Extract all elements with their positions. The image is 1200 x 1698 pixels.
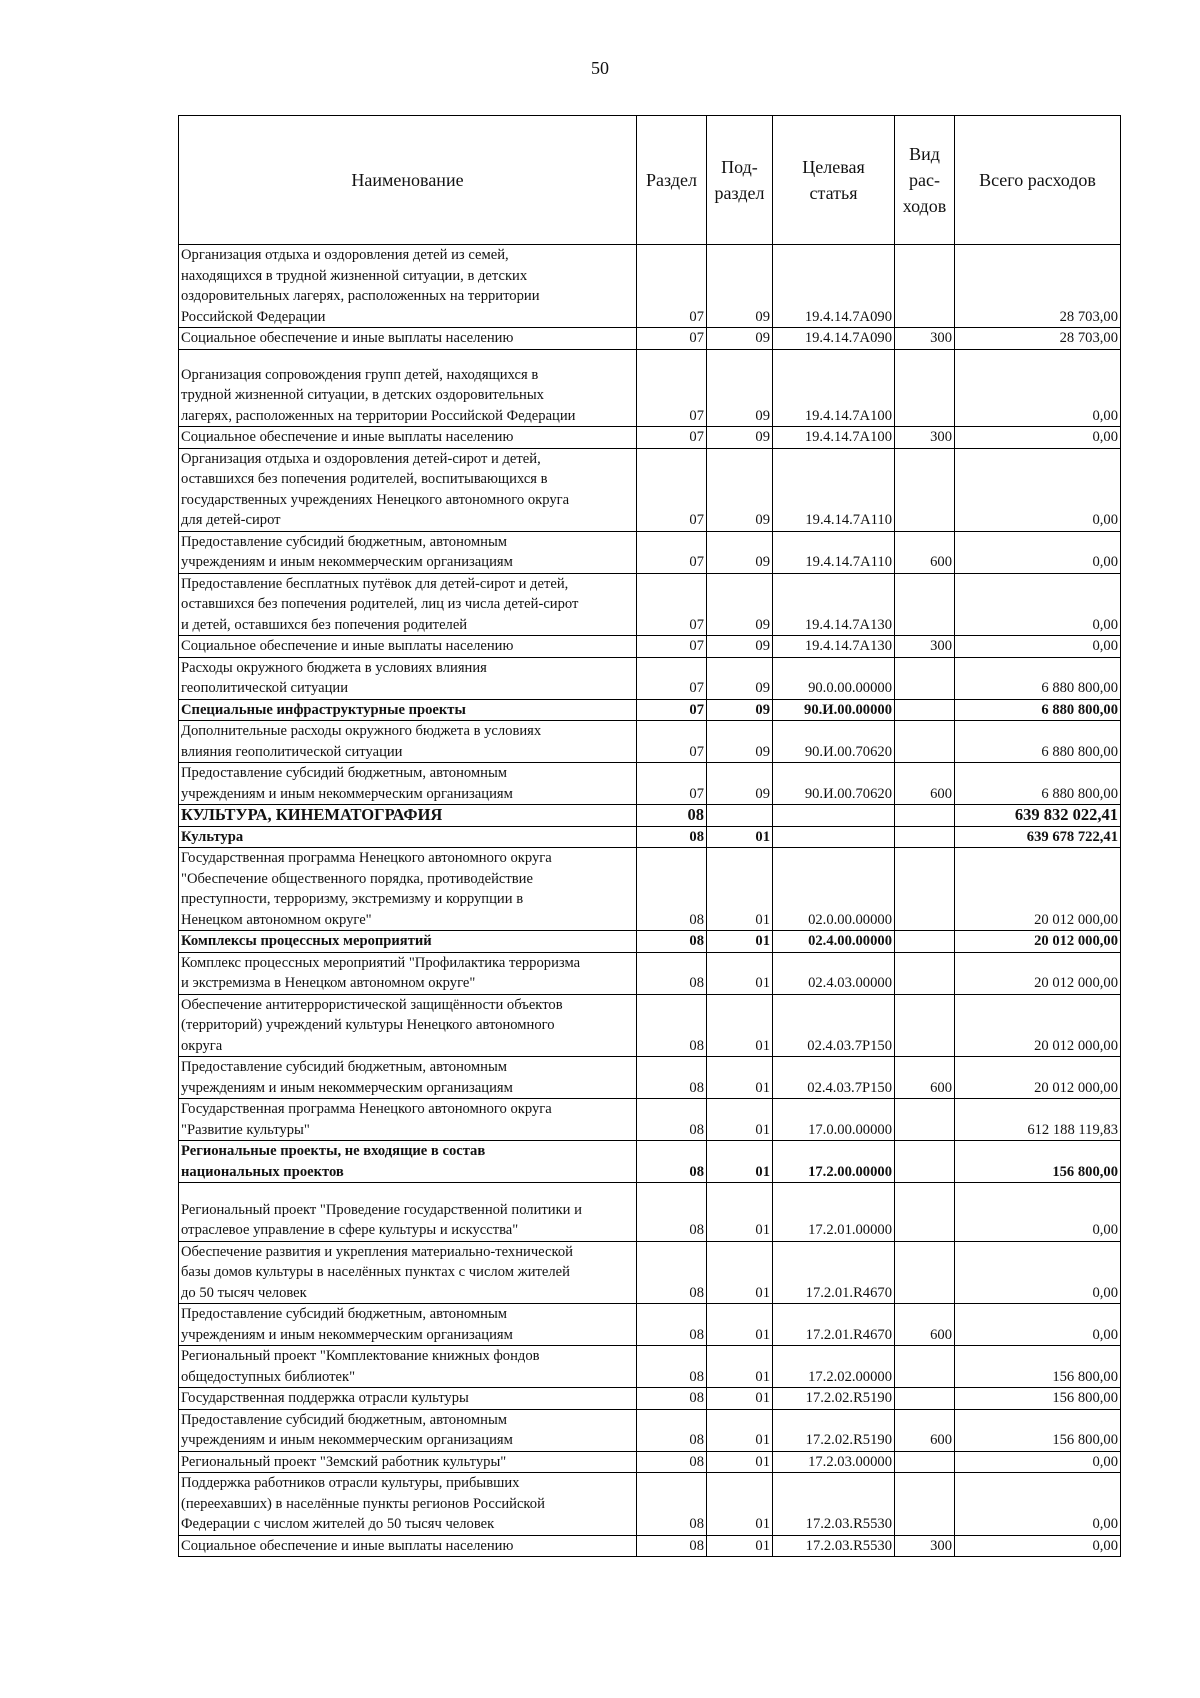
- cell-target: 19.4.14.7А100: [773, 349, 895, 427]
- cell-target: 17.2.00.00000: [773, 1141, 895, 1183]
- cell-target: 17.2.03.R5530: [773, 1473, 895, 1536]
- cell-total: 0,00: [955, 427, 1121, 449]
- table-row: [179, 826, 1121, 848]
- table-row: [179, 721, 1121, 763]
- cell-target: 19.4.14.7А130: [773, 573, 895, 636]
- cell-total: 20 012 000,00: [955, 848, 1121, 931]
- cell-expense-type: [895, 1099, 955, 1141]
- cell-total: 0,00: [955, 1241, 1121, 1304]
- cell-subsection: 01: [707, 1057, 773, 1099]
- cell-target: 02.0.00.00000: [773, 848, 895, 931]
- table-row: [179, 1409, 1121, 1451]
- cell-expense-type: 600: [895, 1057, 955, 1099]
- cell-expense-type: [895, 1451, 955, 1473]
- cell-expense-type: [895, 1241, 955, 1304]
- cell-total: 0,00: [955, 636, 1121, 658]
- cell-subsection: 09: [707, 636, 773, 658]
- cell-target: 17.2.01.00000: [773, 1183, 895, 1242]
- cell-expense-type: [895, 448, 955, 531]
- header-total: Всего расходов: [955, 116, 1121, 245]
- cell-name: Социальное обеспечение и иные выплаты населению: [179, 328, 637, 350]
- cell-target: 19.4.14.7А100: [773, 427, 895, 449]
- cell-section: 08: [637, 1388, 707, 1410]
- cell-target: 17.2.01.R4670: [773, 1304, 895, 1346]
- table-row: [179, 1141, 1121, 1183]
- table-row: [179, 328, 1121, 350]
- table-row: [179, 994, 1121, 1057]
- table-row: [179, 427, 1121, 449]
- cell-subsection: 09: [707, 531, 773, 573]
- cell-section: 08: [637, 1057, 707, 1099]
- cell-expense-type: [895, 349, 955, 427]
- table-row: [179, 763, 1121, 805]
- cell-subsection: 01: [707, 1535, 773, 1557]
- cell-expense-type: [895, 826, 955, 848]
- cell-name: Региональный проект "Проведение государственной политики и отраслевое управление в сфере культуры и искусства": [179, 1183, 637, 1242]
- header-subsection: Под- раздел: [707, 116, 773, 245]
- cell-subsection: 01: [707, 826, 773, 848]
- table-row: [179, 531, 1121, 573]
- cell-total: 20 012 000,00: [955, 952, 1121, 994]
- cell-section: 08: [637, 805, 707, 827]
- table-row: [179, 931, 1121, 953]
- cell-subsection: 01: [707, 848, 773, 931]
- table-row: [179, 573, 1121, 636]
- cell-section: 07: [637, 531, 707, 573]
- cell-expense-type: [895, 699, 955, 721]
- cell-subsection: 01: [707, 1451, 773, 1473]
- cell-total: 20 012 000,00: [955, 1057, 1121, 1099]
- cell-target: 17.2.02.R5190: [773, 1409, 895, 1451]
- cell-target: 17.2.03.R5530: [773, 1535, 895, 1557]
- cell-subsection: 09: [707, 721, 773, 763]
- cell-subsection: 01: [707, 1304, 773, 1346]
- cell-name: Предоставление субсидий бюджетным, автономным учреждениям и иным некоммерческим организациям: [179, 763, 637, 805]
- cell-section: 07: [637, 763, 707, 805]
- cell-name: Организация отдыха и оздоровления детей из семей, находящихся в трудной жизненной ситуации, в детских оздоровительных лагерях, расположенных на территории Российской Федерации: [179, 245, 637, 328]
- cell-target: 19.4.14.7А110: [773, 448, 895, 531]
- header-target: Целевая статья: [773, 116, 895, 245]
- cell-total: 0,00: [955, 1473, 1121, 1536]
- cell-name: Региональные проекты, не входящие в состав национальных проектов: [179, 1141, 637, 1183]
- cell-expense-type: [895, 1388, 955, 1410]
- cell-expense-type: [895, 805, 955, 827]
- cell-target: 19.4.14.7А130: [773, 636, 895, 658]
- cell-subsection: 01: [707, 1183, 773, 1242]
- cell-target: 02.4.03.00000: [773, 952, 895, 994]
- cell-total: 20 012 000,00: [955, 931, 1121, 953]
- cell-name: Государственная программа Ненецкого автономного округа "Развитие культуры": [179, 1099, 637, 1141]
- cell-total: 156 800,00: [955, 1141, 1121, 1183]
- cell-section: 08: [637, 1473, 707, 1536]
- cell-section: 07: [637, 427, 707, 449]
- cell-section: 08: [637, 1241, 707, 1304]
- table-row: [179, 349, 1121, 427]
- cell-name: Культура: [179, 826, 637, 848]
- cell-name: Предоставление субсидий бюджетным, автономным учреждениям и иным некоммерческим организациям: [179, 1057, 637, 1099]
- cell-target: 19.4.14.7А110: [773, 531, 895, 573]
- cell-target: 02.4.03.7Р150: [773, 1057, 895, 1099]
- cell-target: 19.4.14.7А090: [773, 245, 895, 328]
- cell-subsection: 01: [707, 1346, 773, 1388]
- cell-expense-type: 600: [895, 1304, 955, 1346]
- cell-total: 0,00: [955, 1304, 1121, 1346]
- cell-section: 07: [637, 328, 707, 350]
- cell-total: 0,00: [955, 1451, 1121, 1473]
- cell-subsection: 09: [707, 448, 773, 531]
- header-expense-type: Вид рас- ходов: [895, 116, 955, 245]
- cell-section: 08: [637, 1409, 707, 1451]
- cell-total: 6 880 800,00: [955, 699, 1121, 721]
- cell-target: 02.4.00.00000: [773, 931, 895, 953]
- cell-section: 08: [637, 1183, 707, 1242]
- cell-section: 08: [637, 994, 707, 1057]
- cell-expense-type: 300: [895, 427, 955, 449]
- cell-name: Расходы окружного бюджета в условиях влияния геополитической ситуации: [179, 657, 637, 699]
- cell-total: 28 703,00: [955, 245, 1121, 328]
- header-name: Наименование: [179, 116, 637, 245]
- cell-expense-type: [895, 1141, 955, 1183]
- cell-expense-type: 300: [895, 328, 955, 350]
- cell-section: 08: [637, 1099, 707, 1141]
- cell-target: 90.И.00.70620: [773, 721, 895, 763]
- cell-section: 07: [637, 636, 707, 658]
- cell-subsection: 09: [707, 657, 773, 699]
- cell-target: 90.И.00.70620: [773, 763, 895, 805]
- table-row: [179, 1099, 1121, 1141]
- table-row: [179, 848, 1121, 931]
- cell-subsection: 01: [707, 1388, 773, 1410]
- cell-subsection: 09: [707, 427, 773, 449]
- cell-name: Предоставление субсидий бюджетным, автономным учреждениям и иным некоммерческим организациям: [179, 1304, 637, 1346]
- cell-target: 17.2.02.00000: [773, 1346, 895, 1388]
- cell-section: 07: [637, 573, 707, 636]
- cell-name: Предоставление субсидий бюджетным, автономным учреждениям и иным некоммерческим организациям: [179, 531, 637, 573]
- cell-subsection: 01: [707, 1141, 773, 1183]
- table-row: [179, 1346, 1121, 1388]
- table-row: [179, 1057, 1121, 1099]
- cell-expense-type: [895, 994, 955, 1057]
- cell-subsection: 09: [707, 763, 773, 805]
- cell-total: 0,00: [955, 1183, 1121, 1242]
- table-row: [179, 1535, 1121, 1557]
- cell-expense-type: [895, 721, 955, 763]
- table-row: [179, 1241, 1121, 1304]
- cell-subsection: 01: [707, 994, 773, 1057]
- cell-name: Организация сопровождения групп детей, находящихся в трудной жизненной ситуации, в детских оздоровительных лагерях, расположенных на территории Российской Федерации: [179, 349, 637, 427]
- cell-target: 90.0.00.00000: [773, 657, 895, 699]
- cell-total: 0,00: [955, 531, 1121, 573]
- cell-expense-type: [895, 1473, 955, 1536]
- cell-total: 639 832 022,41: [955, 805, 1121, 827]
- cell-section: 08: [637, 1304, 707, 1346]
- cell-target: 17.2.01.R4670: [773, 1241, 895, 1304]
- cell-subsection: 01: [707, 1473, 773, 1536]
- cell-target: [773, 805, 895, 827]
- cell-name: Предоставление бесплатных путёвок для детей-сирот и детей, оставшихся без попечения родителей, лиц из числа детей-сирот и детей, оставшихся без попечения родителей: [179, 573, 637, 636]
- cell-target: [773, 826, 895, 848]
- table-row: [179, 805, 1121, 827]
- table-row: [179, 657, 1121, 699]
- cell-name: Организация отдыха и оздоровления детей-сирот и детей, оставшихся без попечения родителей, воспитывающихся в государственных учреждениях Ненецкого автономного округа для детей-сирот: [179, 448, 637, 531]
- cell-name: Дополнительные расходы окружного бюджета в условиях влияния геополитической ситуации: [179, 721, 637, 763]
- cell-total: 0,00: [955, 573, 1121, 636]
- cell-subsection: 09: [707, 349, 773, 427]
- cell-subsection: 01: [707, 1241, 773, 1304]
- cell-name: Поддержка работников отрасли культуры, прибывших (переехавших) в населённые пункты регионов Российской Федерации с числом жителей до 50 тысяч человек: [179, 1473, 637, 1536]
- cell-name: Государственная программа Ненецкого автономного округа "Обеспечение общественного порядка, противодействие преступности, терроризму, экстремизму и коррупции в Ненецком автономном округе": [179, 848, 637, 931]
- table-row: [179, 699, 1121, 721]
- cell-total: 6 880 800,00: [955, 721, 1121, 763]
- cell-name: Обеспечение развития и укрепления материально-технической базы домов культуры в населённых пунктах с числом жителей до 50 тысяч человек: [179, 1241, 637, 1304]
- cell-subsection: 09: [707, 245, 773, 328]
- cell-total: 612 188 119,83: [955, 1099, 1121, 1141]
- cell-expense-type: [895, 1346, 955, 1388]
- cell-total: 0,00: [955, 349, 1121, 427]
- cell-subsection: 09: [707, 699, 773, 721]
- cell-name: Региональный проект "Земский работник культуры": [179, 1451, 637, 1473]
- cell-section: 08: [637, 826, 707, 848]
- cell-target: 90.И.00.00000: [773, 699, 895, 721]
- cell-total: 20 012 000,00: [955, 994, 1121, 1057]
- cell-section: 08: [637, 1451, 707, 1473]
- table-row: [179, 1473, 1121, 1536]
- cell-expense-type: 600: [895, 763, 955, 805]
- cell-section: 07: [637, 448, 707, 531]
- cell-total: 156 800,00: [955, 1388, 1121, 1410]
- cell-section: 08: [637, 952, 707, 994]
- cell-name: Социальное обеспечение и иные выплаты населению: [179, 636, 637, 658]
- cell-section: 07: [637, 657, 707, 699]
- table-row: [179, 245, 1121, 328]
- cell-subsection: 09: [707, 328, 773, 350]
- cell-name: Комплексы процессных мероприятий: [179, 931, 637, 953]
- page-number: 50: [591, 58, 609, 78]
- cell-target: 17.2.02.R5190: [773, 1388, 895, 1410]
- cell-expense-type: [895, 1183, 955, 1242]
- cell-subsection: 09: [707, 573, 773, 636]
- cell-target: 19.4.14.7А090: [773, 328, 895, 350]
- cell-section: 08: [637, 931, 707, 953]
- cell-section: 07: [637, 349, 707, 427]
- cell-expense-type: 300: [895, 636, 955, 658]
- cell-total: 0,00: [955, 448, 1121, 531]
- budget-table: [178, 115, 1121, 1557]
- cell-section: 08: [637, 1535, 707, 1557]
- cell-expense-type: [895, 952, 955, 994]
- cell-expense-type: 300: [895, 1535, 955, 1557]
- table-row: [179, 952, 1121, 994]
- cell-name: Специальные инфраструктурные проекты: [179, 699, 637, 721]
- cell-expense-type: [895, 573, 955, 636]
- cell-expense-type: 600: [895, 531, 955, 573]
- table-row: [179, 1451, 1121, 1473]
- cell-section: 08: [637, 1141, 707, 1183]
- cell-total: 28 703,00: [955, 328, 1121, 350]
- table-row: [179, 448, 1121, 531]
- header-section: Раздел: [637, 116, 707, 245]
- cell-total: 639 678 722,41: [955, 826, 1121, 848]
- cell-section: 07: [637, 721, 707, 763]
- table-row: [179, 636, 1121, 658]
- cell-name: Обеспечение антитеррористической защищённости объектов (территорий) учреждений культуры Ненецкого автономного округа: [179, 994, 637, 1057]
- cell-section: 08: [637, 848, 707, 931]
- table-header-row: [179, 116, 1121, 245]
- cell-total: 156 800,00: [955, 1346, 1121, 1388]
- cell-name: Региональный проект "Комплектование книжных фондов общедоступных библиотек": [179, 1346, 637, 1388]
- cell-expense-type: [895, 931, 955, 953]
- table-row: [179, 1304, 1121, 1346]
- cell-name: Комплекс процессных мероприятий "Профилактика терроризма и экстремизма в Ненецком автономном округе": [179, 952, 637, 994]
- cell-total: 0,00: [955, 1535, 1121, 1557]
- cell-section: 07: [637, 245, 707, 328]
- cell-subsection: 01: [707, 1099, 773, 1141]
- table-row: [179, 1183, 1121, 1242]
- cell-target: 02.4.03.7Р150: [773, 994, 895, 1057]
- cell-expense-type: [895, 245, 955, 328]
- cell-subsection: [707, 805, 773, 827]
- cell-expense-type: 600: [895, 1409, 955, 1451]
- cell-target: 17.2.03.00000: [773, 1451, 895, 1473]
- cell-total: 6 880 800,00: [955, 763, 1121, 805]
- cell-total: 6 880 800,00: [955, 657, 1121, 699]
- table-row: [179, 1388, 1121, 1410]
- cell-section: 08: [637, 1346, 707, 1388]
- cell-name: Социальное обеспечение и иные выплаты населению: [179, 1535, 637, 1557]
- cell-total: 156 800,00: [955, 1409, 1121, 1451]
- cell-name: КУЛЬТУРА, КИНЕМАТОГРАФИЯ: [179, 805, 637, 827]
- cell-expense-type: [895, 657, 955, 699]
- cell-subsection: 01: [707, 931, 773, 953]
- cell-name: Социальное обеспечение и иные выплаты населению: [179, 427, 637, 449]
- cell-name: Предоставление субсидий бюджетным, автономным учреждениям и иным некоммерческим организациям: [179, 1409, 637, 1451]
- cell-expense-type: [895, 848, 955, 931]
- cell-subsection: 01: [707, 1409, 773, 1451]
- cell-subsection: 01: [707, 952, 773, 994]
- cell-name: Государственная поддержка отрасли культуры: [179, 1388, 637, 1410]
- cell-target: 17.0.00.00000: [773, 1099, 895, 1141]
- cell-section: 07: [637, 699, 707, 721]
